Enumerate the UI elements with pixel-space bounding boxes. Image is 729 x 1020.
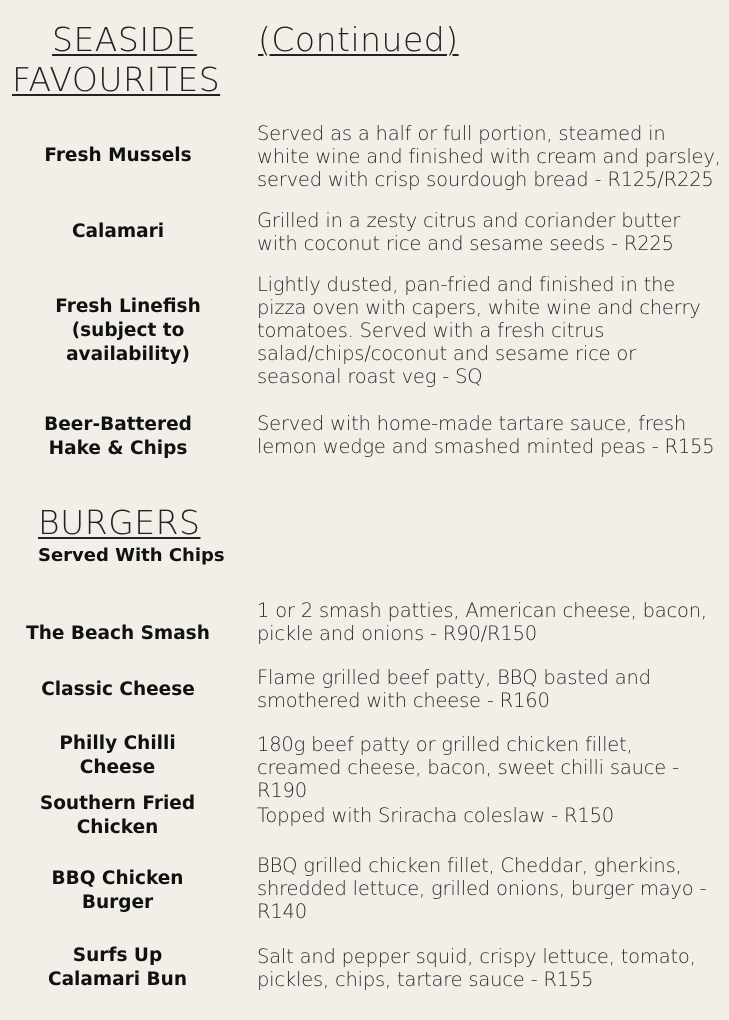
menu-item-description: Topped with Sriracha coleslaw - R150 (257, 804, 614, 827)
menu-item-name: The Beach Smash (26, 623, 210, 644)
menu-item-description: Served as a half or full portion, steamed in white wine and finished with cream and parsley, served with crisp sourdough bread - R125/R225 (257, 122, 721, 191)
menu-item-description: Lightly dusted, pan-fried and finished in the pizza oven with capers, white wine and cherry tomatoes. Served with a fresh citrus salad/chips/coconut and sesame rice or seasonal roast veg - SQ (257, 273, 701, 388)
burgers-title: BURGERS (38, 503, 201, 542)
menu-item-name: BBQ Chicken Burger (51, 868, 184, 913)
menu-item-name: Calamari (71, 221, 165, 242)
menu-item-name: Philly Chilli Cheese (59, 733, 176, 778)
burgers-subtitle: Served With Chips (38, 545, 225, 566)
menu-item-description: 1 or 2 smash patties, American cheese, bacon, pickle and onions - R90/R150 (257, 599, 707, 645)
menu-item-name: Southern Fried Chicken (39, 793, 196, 838)
menu-item-description: Grilled in a zesty citrus and coriander butter with coconut rice and sesame seeds - R225 (257, 209, 681, 255)
menu-item-description: Flame grilled beef patty, BBQ basted and smothered with cheese - R160 (257, 666, 651, 712)
burgers-header (38, 505, 225, 566)
menu-item-description: Salt and pepper squid, crispy lettuce, tomato, pickles, chips, tartare sauce - R155 (257, 945, 696, 991)
menu-item-name: Beer-Battered Hake & Chips (44, 414, 192, 459)
menu-item-name: Fresh Mussels (44, 145, 192, 166)
seaside-header (12, 22, 252, 98)
menu-item-name: Classic Cheese (41, 679, 195, 700)
menu-item-description: Served with home-made tartare sauce, fresh lemon wedge and smashed minted peas - R155 (257, 412, 715, 458)
menu-item-description: BBQ grilled chicken fillet, Cheddar, gherkins, shredded lettuce, grilled onions, burger mayo - R140 (257, 854, 707, 923)
continued-label: (Continued) (258, 20, 459, 59)
menu-item-name: Surfs Up Calamari Bun (48, 945, 187, 990)
seaside-title-line2: FAVOURITES (12, 60, 221, 99)
seaside-title (12, 22, 252, 58)
menu-item-name: Fresh Linefish (subject to availability) (55, 296, 201, 365)
seaside-title-line1: SEASIDE (52, 20, 197, 59)
menu-item-description: 180g beef patty or grilled chicken fillet, creamed cheese, bacon, sweet chilli sauce - R190 (257, 733, 679, 802)
